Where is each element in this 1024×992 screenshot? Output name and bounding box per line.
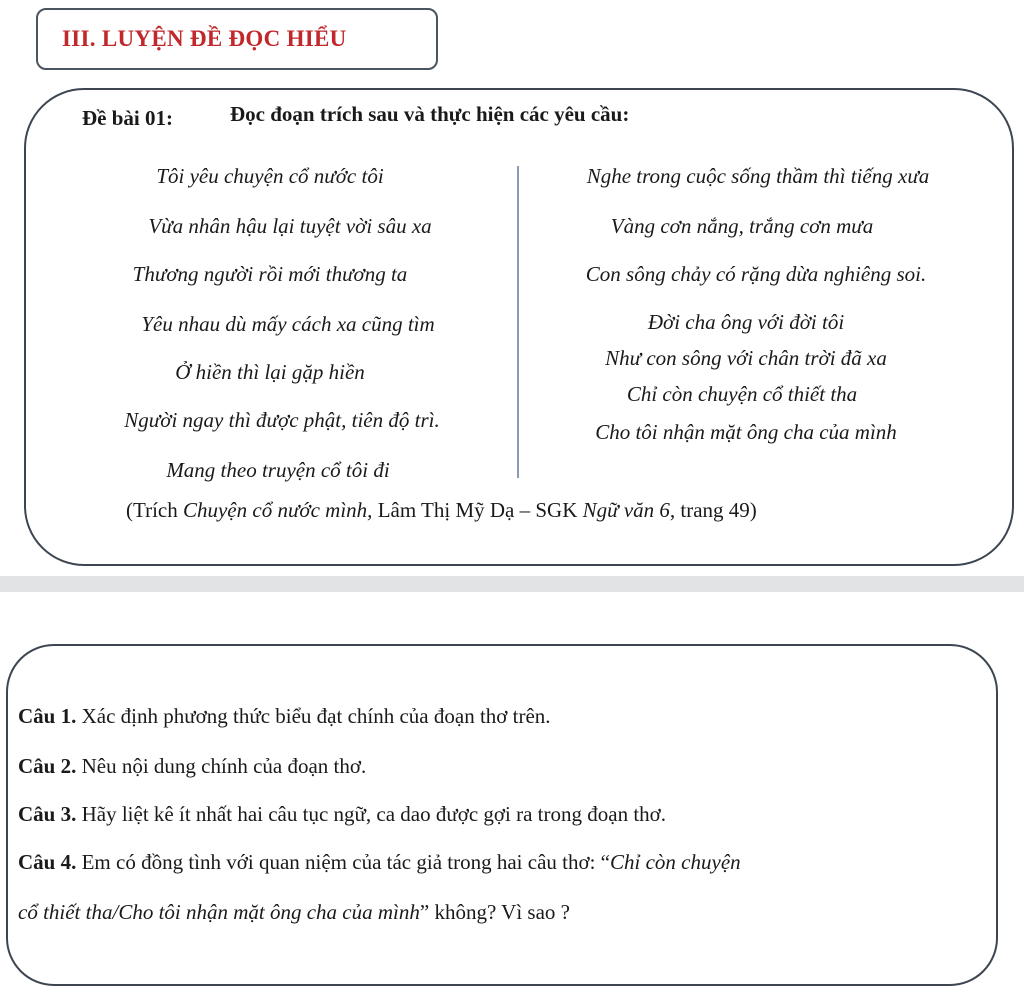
question-text: ” không? Vì sao ? [419, 900, 570, 924]
poem-line-right: Như con sông với chân trời đã xa [605, 346, 887, 370]
question-3 [18, 802, 666, 827]
question-quote: cổ thiết tha/Cho tôi nhận mặt ông cha của mình [18, 900, 420, 924]
question-label: Câu 1. [18, 704, 77, 728]
citation-work: Chuyện cổ nước mình, [182, 498, 373, 522]
column-divider [517, 166, 519, 478]
poem-line-left: Ở hiền thì lại gặp hiền [175, 360, 365, 384]
question-1 [18, 704, 551, 729]
poem-line-right: Chỉ còn chuyện cổ thiết tha [626, 382, 858, 406]
poem-line-right: Con sông chảy có rặng dừa nghiêng soi. [585, 262, 927, 286]
poem-line-left: Mang theo truyện cổ tôi đi [166, 458, 390, 482]
section-title-box [36, 8, 438, 70]
question-label: Câu 2. [18, 754, 77, 778]
poem-line-right: Cho tôi nhận mặt ông cha của mình [595, 420, 897, 444]
poem-line-right: Nghe trong cuộc sống thầm thì tiếng xưa [586, 164, 930, 188]
citation-author-source: Lâm Thị Mỹ Dạ – SGK [372, 498, 583, 522]
poem-line-right: Vàng cơn nắng, trắng cơn mưa [610, 214, 874, 238]
poem-line-left: Thương người rồi mới thương ta [132, 262, 408, 286]
question-quote: Chỉ còn chuyện [610, 850, 741, 874]
question-text: Hãy liệt kê ít nhất hai câu tục ngữ, ca dao được gợi ra trong đoạn thơ. [76, 802, 667, 826]
question-label: Câu 4. [18, 850, 77, 874]
question-2 [18, 754, 366, 779]
question-4-continuation [18, 900, 570, 925]
section-title: III. LUYỆN ĐỀ ĐỌC HIỂU [62, 26, 347, 51]
citation-page: trang 49) [675, 498, 757, 522]
passage-box [24, 88, 1014, 566]
page-separator [0, 576, 1024, 592]
question-text: Nêu nội dung chính của đoạn thơ. [76, 754, 367, 778]
questions-box [6, 644, 998, 986]
question-text: Em có đồng tình với quan niệm của tác giả trong hai câu thơ: “ [76, 850, 611, 874]
question-label: Câu 3. [18, 802, 77, 826]
question-4 [18, 850, 741, 875]
citation-book: Ngữ văn 6, [582, 498, 676, 522]
poem-line-left: Người ngay thì được phật, tiên độ trì. [124, 408, 440, 432]
citation [126, 498, 757, 523]
poem-line-left: Tôi yêu chuyện cổ nước tôi [156, 164, 384, 188]
poem-line-left: Yêu nhau dù mấy cách xa cũng tìm [141, 312, 435, 336]
poem-line-right: Đời cha ông với đời tôi [647, 310, 845, 334]
instruction: Đọc đoạn trích sau và thực hiện các yêu cầu: [230, 102, 630, 126]
poem-line-left: Vừa nhân hậu lại tuyệt vời sâu xa [148, 214, 432, 238]
citation-prefix: (Trích [126, 498, 183, 522]
question-text: Xác định phương thức biểu đạt chính của đoạn thơ trên. [76, 704, 551, 728]
exercise-label: Đề bài 01: [82, 106, 173, 130]
